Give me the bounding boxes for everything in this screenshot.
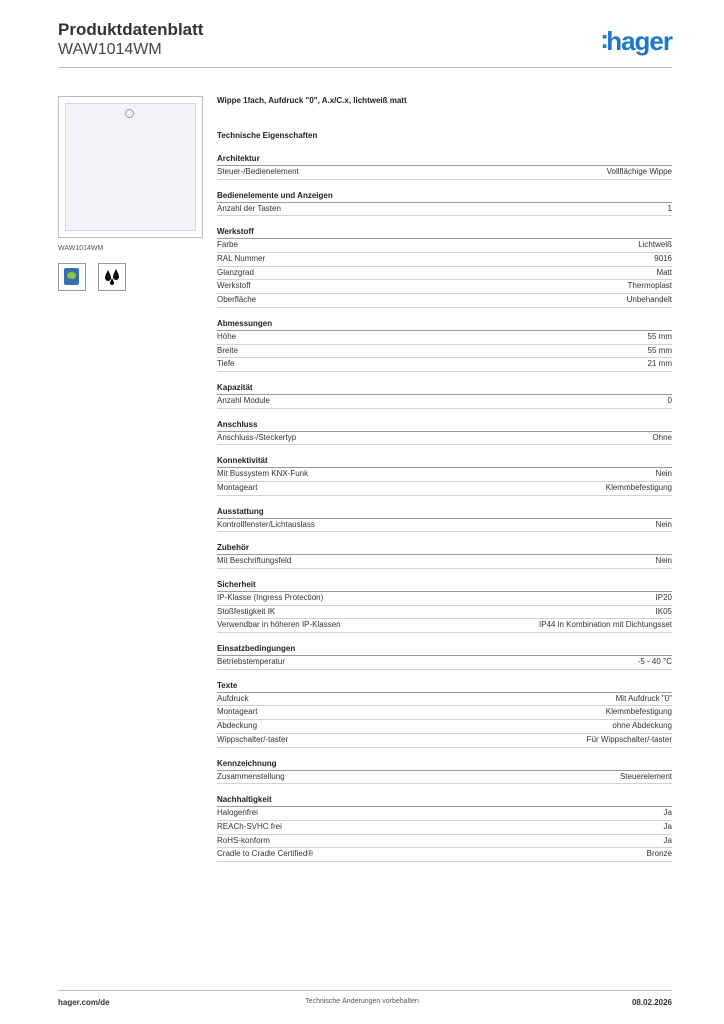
section-heading: Zubehör	[217, 543, 672, 555]
spec-value: IK05	[655, 606, 672, 616]
spec-row	[217, 619, 672, 633]
spec-row	[217, 166, 672, 180]
spec-row	[217, 606, 672, 620]
spec-row	[217, 848, 672, 862]
spec-section	[217, 795, 672, 862]
spec-section	[217, 456, 672, 495]
spec-label: Cradle to Cradle Certified®	[217, 849, 314, 859]
spec-label: Anzahl Module	[217, 395, 270, 405]
certification-badge-icon	[58, 263, 86, 291]
spec-label: Anschluss-/Steckertyp	[217, 432, 297, 442]
spec-row	[217, 280, 672, 294]
spec-value: Bronze	[646, 849, 672, 859]
section-heading: Werkstoff	[217, 227, 672, 239]
spec-label: Montageart	[217, 707, 258, 717]
spec-row	[217, 239, 672, 253]
hager-logo	[600, 24, 672, 56]
rocker-plate	[65, 103, 196, 231]
header-divider	[58, 67, 672, 68]
spec-row	[217, 294, 672, 308]
spec-section	[217, 644, 672, 670]
spec-section	[217, 759, 672, 785]
spec-value: IP44 in Kombination mit Dichtungsset	[539, 620, 672, 630]
technical-heading: Technische Eigenschaften	[217, 131, 318, 140]
spec-value: 55 mm	[647, 345, 672, 355]
spec-value: 1	[667, 203, 672, 213]
spec-section	[217, 580, 672, 633]
spec-row	[217, 395, 672, 409]
spec-row	[217, 821, 672, 835]
section-heading: Bedienelemente und Anzeigen	[217, 191, 672, 203]
spec-label: RoHS-konform	[217, 835, 270, 845]
section-heading: Sicherheit	[217, 580, 672, 592]
footer-notice: Technische Änderungen vorbehalten	[305, 998, 419, 1005]
spec-label: Montageart	[217, 482, 258, 492]
logo-dots-icon: :	[600, 24, 608, 54]
spec-value: Unbehandelt	[626, 295, 672, 305]
spec-value: 55 mm	[647, 331, 672, 341]
spec-row	[217, 720, 672, 734]
section-heading: Architektur	[217, 154, 672, 166]
spec-label: Breite	[217, 345, 238, 355]
section-heading: Texte	[217, 681, 672, 693]
specification-sections	[217, 154, 672, 862]
spec-row	[217, 555, 672, 569]
spec-value: Matt	[656, 267, 672, 277]
spec-value: -5 - 40 °C	[637, 657, 672, 667]
section-heading: Kennzeichnung	[217, 759, 672, 771]
spec-label: Verwendbar in höheren IP-Klassen	[217, 620, 341, 630]
spec-value: Nein	[655, 469, 672, 479]
spec-section	[217, 154, 672, 180]
water-drops-icon	[98, 263, 126, 291]
spec-value: Nein	[655, 556, 672, 566]
spec-label: Oberfläche	[217, 295, 257, 305]
spec-row	[217, 519, 672, 533]
spec-value: Ohne	[652, 432, 672, 442]
spec-label: Kontrollfenster/Lichtauslass	[217, 519, 315, 529]
footer-date: 08.02.2026	[631, 998, 672, 1007]
spec-row	[217, 331, 672, 345]
spec-value: 9016	[654, 254, 672, 264]
spec-row	[217, 656, 672, 670]
spec-row	[217, 468, 672, 482]
spec-label: Höhe	[217, 331, 237, 341]
spec-label: Glanzgrad	[217, 267, 254, 277]
spec-section	[217, 681, 672, 748]
spec-section	[217, 319, 672, 372]
spec-value: ohne Abdeckung	[612, 721, 672, 731]
document-header	[58, 20, 203, 60]
spec-value: Für Wippschalter/-taster	[586, 734, 672, 744]
spec-row	[217, 482, 672, 496]
spec-label: Farbe	[217, 240, 238, 250]
spec-row	[217, 253, 672, 267]
section-heading: Nachhaltigkeit	[217, 795, 672, 807]
spec-label: Wippschalter/-taster	[217, 734, 289, 744]
spec-label: Betriebstemperatur	[217, 657, 286, 667]
spec-label: Anzahl der Tasten	[217, 203, 281, 213]
spec-value: IP20	[655, 593, 672, 602]
spec-value: Steuerelement	[619, 771, 672, 781]
spec-section	[217, 227, 672, 307]
document-title: Produktdatenblatt	[58, 20, 204, 39]
spec-label: Mit Beschriftungsfeld	[217, 556, 292, 566]
spec-value: Thermoplast	[627, 281, 672, 291]
spec-value: Klemmbefestigung	[605, 482, 672, 492]
badge-row	[58, 263, 134, 291]
spec-label: RAL Nummer	[217, 254, 266, 264]
product-image	[58, 96, 203, 238]
spec-label: Tiefe	[217, 359, 235, 369]
spec-value: Nein	[655, 519, 672, 529]
section-heading: Abmessungen	[217, 319, 672, 331]
spec-value: Klemmbefestigung	[605, 707, 672, 717]
spec-row	[217, 734, 672, 748]
spec-label: Abdeckung	[217, 721, 258, 731]
spec-value: 0	[667, 395, 672, 405]
spec-label: Werkstoff	[217, 281, 251, 291]
rocker-indicator-icon	[125, 109, 134, 118]
spec-label: Mit Bussystem KNX-Funk	[217, 469, 309, 479]
spec-label: Stoßfestigkeit IK	[217, 606, 276, 616]
footer-divider	[58, 990, 672, 991]
spec-value: Vollflächige Wippe	[606, 167, 672, 176]
section-heading: Einsatzbedingungen	[217, 644, 672, 656]
spec-value: Ja	[663, 835, 672, 845]
spec-row	[217, 345, 672, 359]
section-heading: Konnektivität	[217, 456, 672, 468]
spec-row	[217, 592, 672, 606]
spec-value: Lichtweiß	[638, 240, 672, 250]
spec-section	[217, 543, 672, 569]
spec-row	[217, 835, 672, 849]
spec-value: 21 mm	[647, 359, 672, 369]
spec-row	[217, 432, 672, 446]
product-description: Wippe 1fach, Aufdruck "0", A.x/C.x, lichtweiß matt	[217, 96, 407, 105]
spec-label: Aufdruck	[217, 693, 249, 703]
logo-text: hager	[606, 26, 672, 56]
spec-section	[217, 191, 672, 217]
spec-section	[217, 507, 672, 533]
spec-row	[217, 358, 672, 372]
spec-section	[217, 383, 672, 409]
spec-row	[217, 706, 672, 720]
spec-label: Zusammenstellung	[217, 771, 285, 781]
spec-row	[217, 693, 672, 707]
spec-section	[217, 420, 672, 446]
spec-row	[217, 807, 672, 821]
footer-website: hager.com/de	[58, 998, 110, 1007]
section-heading: Kapazität	[217, 383, 672, 395]
image-caption: WAW1014WM	[58, 245, 104, 252]
spec-value: Mit Aufdruck "0"	[615, 693, 672, 703]
spec-label: IP-Klasse (Ingress Protection)	[217, 593, 324, 602]
spec-value: Ja	[663, 808, 672, 818]
spec-row	[217, 203, 672, 217]
content-column	[217, 96, 672, 862]
spec-label: Steuer-/Bedienelement	[217, 167, 299, 176]
spec-label: Halogenfrei	[217, 808, 258, 818]
spec-label: REACh-SVHC frei	[217, 821, 282, 831]
article-number: WAW1014WM	[58, 41, 162, 58]
section-heading: Ausstattung	[217, 507, 672, 519]
spec-row	[217, 267, 672, 281]
spec-row	[217, 771, 672, 785]
section-heading: Anschluss	[217, 420, 672, 432]
spec-value: Ja	[663, 821, 672, 831]
